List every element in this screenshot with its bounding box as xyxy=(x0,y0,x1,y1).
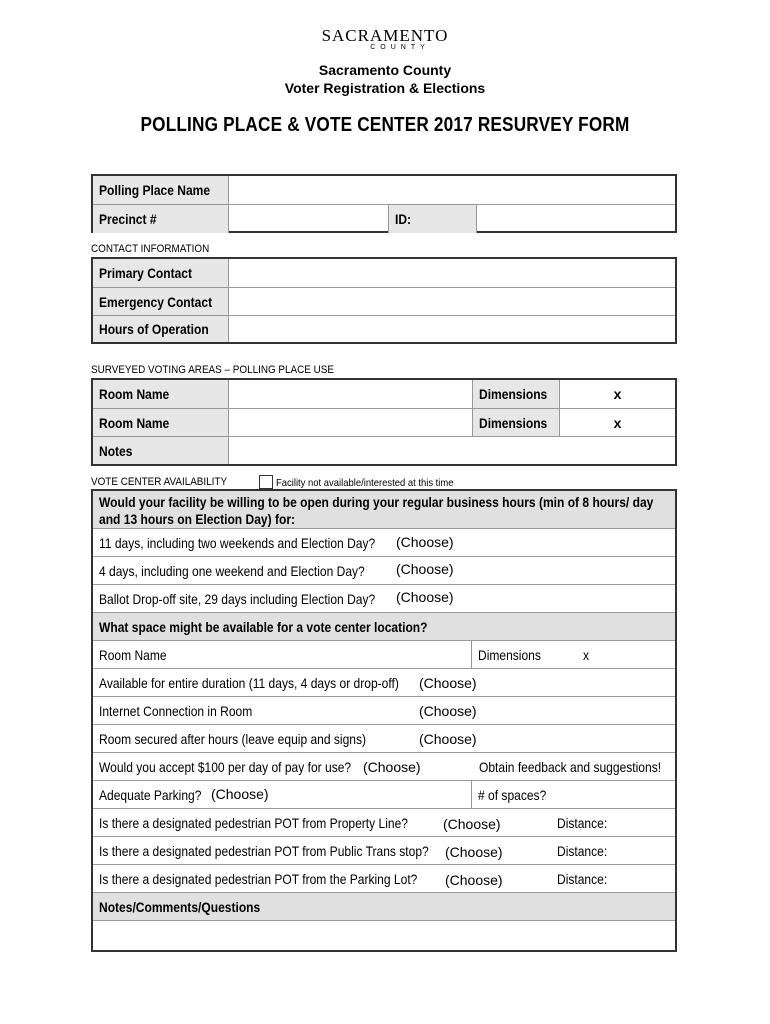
not-available-checkbox[interactable] xyxy=(259,475,273,489)
precinct-row xyxy=(93,205,675,233)
secured-label: Room secured after hours (leave equip and signs) xyxy=(99,730,367,747)
notes-comments-header: Notes/Comments/Questions xyxy=(93,893,675,920)
pot-trans-select[interactable]: (Choose) xyxy=(445,844,503,860)
avail-label: Available for entire duration (11 days, 4 days or drop-off) xyxy=(99,674,399,691)
notes-comments-input[interactable] xyxy=(93,921,675,947)
pot-parking-label: Is there a designated pedestrian POT from the Parking Lot? xyxy=(99,870,418,887)
opt4-select[interactable]: (Choose) xyxy=(396,561,454,577)
pot-trans-row xyxy=(93,837,675,865)
contact-table xyxy=(91,257,677,344)
dim1-label: Dimensions xyxy=(472,380,559,408)
pot-property-distance[interactable]: Distance: xyxy=(557,814,608,831)
org-department: Voter Registration & Elections xyxy=(284,80,486,96)
pay-label: Would you accept $100 per day of pay for use? xyxy=(99,758,352,775)
pot-parking-select[interactable]: (Choose) xyxy=(445,872,503,888)
question-header: Would your facility be willing to be open during your regular business hours (min of 8 hours/ day and 13 hours on Election Day) for: xyxy=(99,494,654,527)
dim2-label: Dimensions xyxy=(472,409,559,436)
notes-row xyxy=(93,437,675,464)
notes-input[interactable] xyxy=(228,437,675,464)
pot-property-select[interactable]: (Choose) xyxy=(443,816,501,832)
room-row xyxy=(93,641,675,669)
parking-row xyxy=(93,781,675,809)
room1-row xyxy=(93,380,675,409)
emergency-contact-label: Emergency Contact xyxy=(93,288,228,315)
room-label: Room Name xyxy=(99,646,167,663)
pot-trans-distance[interactable]: Distance: xyxy=(557,842,608,859)
logo-sub-text: COUNTY xyxy=(370,44,430,51)
precinct-label: Precinct # xyxy=(93,205,228,233)
internet-label: Internet Connection in Room xyxy=(99,702,253,719)
question-header-row xyxy=(93,491,675,529)
room2-label: Room Name xyxy=(93,409,228,436)
parking-select[interactable]: (Choose) xyxy=(211,786,269,802)
spaces-label: # of spaces? xyxy=(471,781,675,808)
notes-header-row xyxy=(93,893,675,921)
internet-select[interactable]: (Choose) xyxy=(419,703,477,719)
not-available-label: Facility not available/interested at this time xyxy=(276,477,454,489)
primary-contact-row xyxy=(93,259,675,288)
id-label: ID: xyxy=(388,205,476,233)
contact-section-label: CONTACT INFORMATION xyxy=(91,243,210,255)
room1-label: Room Name xyxy=(93,380,228,408)
dim-label: Dimensions xyxy=(471,641,571,668)
secured-row xyxy=(93,725,675,753)
dim-x[interactable]: x xyxy=(583,646,590,663)
pay-select[interactable]: (Choose) xyxy=(363,759,421,775)
primary-contact-input[interactable] xyxy=(228,259,675,287)
emergency-contact-row xyxy=(93,288,675,316)
notes-label: Notes xyxy=(93,437,228,464)
room1-input[interactable] xyxy=(228,380,472,408)
precinct-input[interactable] xyxy=(228,205,388,233)
emergency-contact-input[interactable] xyxy=(228,288,675,315)
polling-name-input[interactable] xyxy=(228,176,675,204)
secured-select[interactable]: (Choose) xyxy=(419,731,477,747)
internet-row xyxy=(93,697,675,725)
room2-row xyxy=(93,409,675,437)
org-name: Sacramento County xyxy=(318,62,452,78)
surveyed-areas-table xyxy=(91,378,677,466)
pot-parking-distance[interactable]: Distance: xyxy=(557,870,608,887)
surveyed-section-label: SURVEYED VOTING AREAS – POLLING PLACE USE xyxy=(91,364,334,376)
primary-contact-label: Primary Contact xyxy=(93,259,228,287)
county-logo xyxy=(0,26,770,51)
avail-row xyxy=(93,669,675,697)
pot-property-label: Is there a designated pedestrian POT from Property Line? xyxy=(99,814,408,831)
ballot-row xyxy=(93,585,675,613)
pot-parking-row xyxy=(93,865,675,893)
hours-row xyxy=(93,316,675,342)
dim2-input[interactable]: x xyxy=(559,409,675,436)
polling-place-table xyxy=(91,174,677,233)
vote-center-table xyxy=(91,489,677,952)
id-input[interactable] xyxy=(476,205,675,233)
space-header: What space might be available for a vote center location? xyxy=(93,613,675,640)
dim1-input[interactable]: x xyxy=(559,380,675,408)
avail-select[interactable]: (Choose) xyxy=(419,675,477,691)
opt11-select[interactable]: (Choose) xyxy=(396,534,454,550)
room2-input[interactable] xyxy=(228,409,472,436)
feedback-label: Obtain feedback and suggestions! xyxy=(479,758,662,775)
notes-comments-row xyxy=(93,921,675,947)
ballot-select[interactable]: (Choose) xyxy=(396,589,454,605)
opt4-label: 4 days, including one weekend and Election Day? xyxy=(99,562,365,579)
vote-center-section-label: VOTE CENTER AVAILABILITY xyxy=(91,476,228,488)
hours-input[interactable] xyxy=(228,316,675,342)
pay-row xyxy=(93,753,675,781)
pot-trans-label: Is there a designated pedestrian POT from Public Trans stop? xyxy=(99,842,429,859)
hours-label: Hours of Operation xyxy=(93,316,228,342)
parking-label: Adequate Parking? xyxy=(99,786,202,803)
ballot-label: Ballot Drop-off site, 29 days including Election Day? xyxy=(99,590,376,607)
page-title: POLLING PLACE & VOTE CENTER 2017 RESURVEY FORM xyxy=(140,114,630,136)
logo-main-text: SACRAMENTO xyxy=(321,26,449,45)
pot-property-row xyxy=(93,809,675,837)
polling-name-label: Polling Place Name xyxy=(93,176,228,204)
space-header-row xyxy=(93,613,675,641)
polling-name-row xyxy=(93,176,675,205)
opt11-row xyxy=(93,529,675,557)
opt11-label: 11 days, including two weekends and Election Day? xyxy=(99,534,376,551)
opt4-row xyxy=(93,557,675,585)
